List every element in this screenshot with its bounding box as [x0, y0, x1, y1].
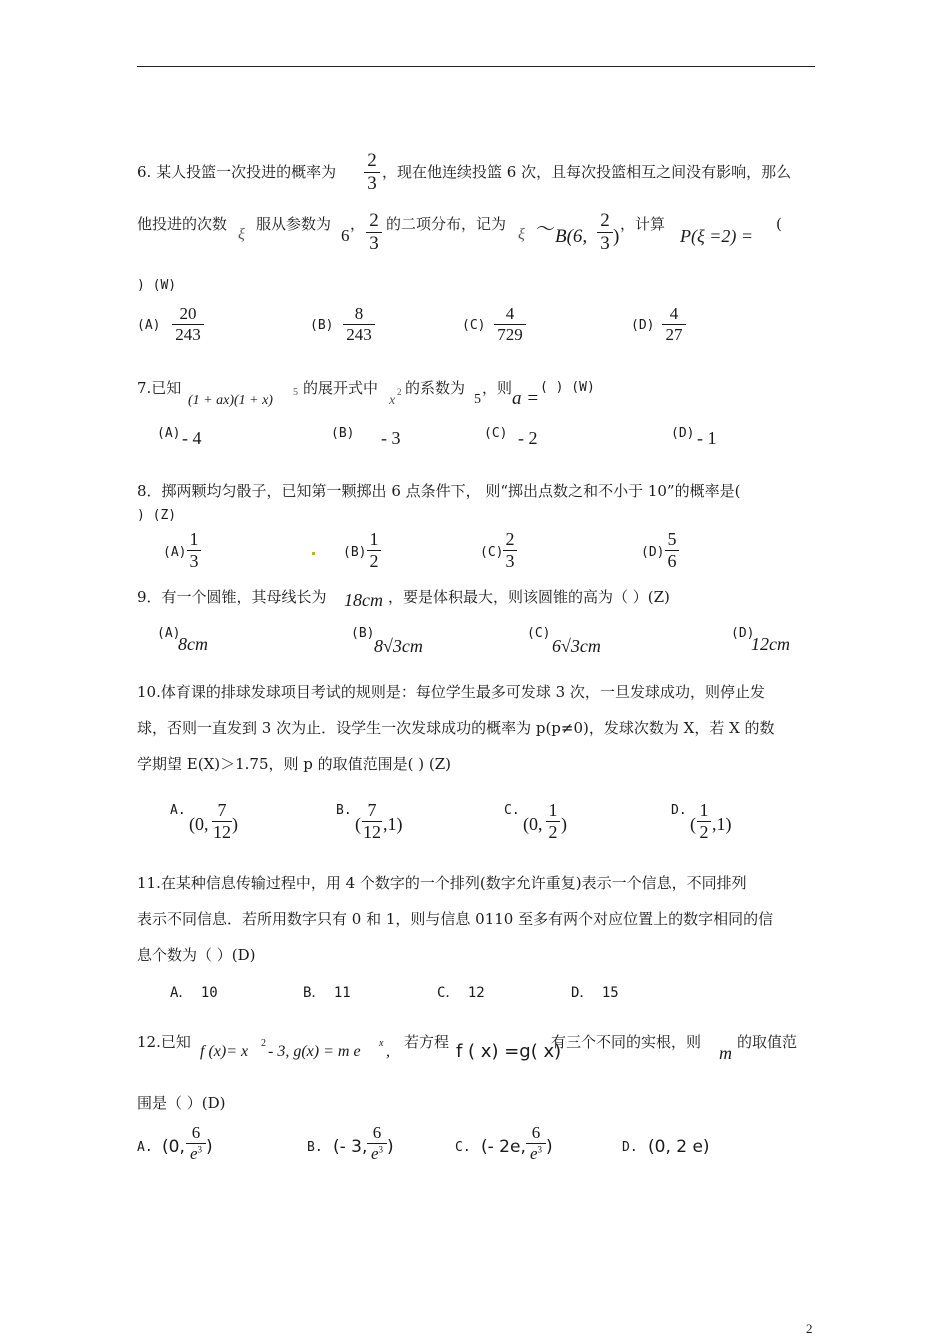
q10-opt-a-label: A.	[170, 803, 186, 818]
q7-x: x	[389, 393, 396, 408]
q10-opt-b-frac: 7 12	[363, 800, 381, 842]
q7-opt-d: - 1	[697, 428, 717, 448]
q7-expr: (1 + ax)(1 + x)	[188, 393, 273, 408]
q10-opt-c-pre: (0,	[523, 814, 543, 834]
q7-opt-b-label: (B)	[331, 426, 355, 441]
q9-opt-b-label: (B)	[351, 626, 375, 641]
q12-f-def: f (x)= x	[200, 1043, 249, 1060]
q7-opt-a: - 4	[182, 428, 202, 448]
q9-length: 18cm	[344, 590, 383, 610]
q10-opt-a-frac: 7 12	[213, 800, 231, 842]
q7-tail: ( ) (W)	[540, 380, 595, 395]
q11-opt-d: D． 15	[571, 985, 619, 1001]
q11-opt-a: A． 10	[170, 985, 218, 1001]
q6-param-p: 2 3	[366, 211, 382, 254]
q6-line1b: ，现在他连续投篮 6 次，且每次投篮相互之间没有影响，那么	[382, 163, 792, 181]
xi-symbol: ξ	[238, 226, 245, 243]
q12-opt-d: (0, 2 e)	[648, 1137, 710, 1157]
q10-opt-d-frac: 1 2	[697, 801, 711, 842]
q6-opt-a-label: (A)	[137, 318, 161, 333]
q10-line2: 球，否则一直发到 3 次为止．设学生一次发球成功的概率为 p(p≠0)，发球次数为 X，若 X 的数	[137, 719, 775, 737]
q7-opt-c: - 2	[518, 428, 538, 448]
q12-equation: f ( x) =g( x)	[456, 1041, 562, 1062]
q8-opt-b-label: (B)	[343, 545, 367, 560]
q9-opt-a-label: (A)	[157, 626, 181, 641]
q7-mid: 的展开式中	[303, 379, 379, 397]
stray-dot	[312, 552, 315, 555]
q8-opt-c-label: (C)	[480, 545, 504, 560]
q10-opt-c-frac: 1 2	[546, 801, 560, 842]
q11-line3: 息个数为（ ）(D)	[137, 946, 256, 964]
q6-line2b: 服从参数为	[256, 215, 332, 233]
q7-five: 5	[474, 392, 481, 407]
q12-g-exp: x	[379, 1038, 384, 1049]
q8-line2: ) (Z)	[137, 508, 177, 523]
q9-opt-d-label: (D)	[731, 626, 755, 641]
q9-opt-c-label: (C)	[527, 626, 551, 641]
q9-opt-c: 6√3cm	[552, 636, 601, 656]
q11-opt-b: B． 11	[303, 985, 351, 1001]
q6-line2d: ，计算	[620, 215, 666, 233]
q12-f-exp: 2	[261, 1038, 266, 1049]
q12-opt-c-post: )	[546, 1137, 553, 1157]
q10-opt-a-post: )	[232, 814, 238, 834]
q10-opt-c-post: )	[561, 814, 567, 834]
q6-comma: ，	[350, 215, 366, 233]
q12-m: m	[719, 1043, 732, 1063]
q12-opt-b-pre: (- 3,	[333, 1137, 368, 1157]
q7-x-exp: 2	[397, 387, 402, 397]
q6-line2a: 他投进的次数	[137, 215, 228, 233]
q8-opt-d-label: (D)	[641, 545, 665, 560]
q7-opt-c-label: (C)	[484, 426, 508, 441]
q9-opt-d: 12cm	[751, 634, 790, 654]
q6-line2c: 的二项分布，记为	[386, 215, 507, 233]
q7-opt-b: - 3	[381, 428, 401, 448]
q12-opt-a-pre: (0,	[162, 1137, 185, 1157]
q6-opt-d: 4 27	[662, 305, 686, 344]
q8-opt-a-label: (A)	[163, 545, 187, 560]
q10-opt-c-label: C.	[504, 803, 520, 818]
q6-line3: ) (W)	[137, 278, 177, 293]
q6-opt-a: 20 243	[172, 305, 204, 344]
q12-lead: 12.已知	[137, 1033, 191, 1051]
q9-opt-b: 8√3cm	[374, 636, 423, 656]
q6-binom: B(6,	[555, 226, 588, 247]
q12-tail2: 的取值范	[737, 1033, 798, 1051]
q12-opt-b-frac: 6 $e^3$	[367, 1124, 387, 1163]
q7-exp: 5	[293, 387, 298, 398]
q9-lead: 9．有一个圆锥，其母线长为	[137, 588, 327, 606]
q11-line2: 表示不同信息．若所用数字只有 0 和 1，则与信息 0110 至多有两个对应位置上的数字相同的信	[137, 910, 774, 928]
tilde: ～	[536, 219, 556, 240]
q12-opt-d-label: D.	[622, 1140, 638, 1155]
q6-fraction: 2 3	[364, 151, 380, 194]
q6-open: (	[776, 215, 782, 233]
q8-opt-c: 2 3	[503, 530, 517, 571]
q10-opt-d-post: ,1)	[712, 814, 732, 834]
q10-line3: 学期望 E(X)＞1.75，则 p 的取值范围是( ) (Z)	[137, 755, 452, 773]
xi-symbol-2: ξ	[518, 226, 525, 243]
q6-opt-b-label: (B)	[310, 318, 334, 333]
q6-opt-c-label: (C)	[462, 318, 486, 333]
q7-then: ，则	[482, 379, 513, 397]
q8-opt-d: 5 6	[665, 530, 679, 571]
q9-opt-a: 8cm	[178, 634, 208, 654]
q12-opt-c-label: C.	[455, 1140, 471, 1155]
q6-param-n: 6	[341, 226, 350, 245]
page-number: 2	[806, 1321, 813, 1336]
q12-line2: 围是（ ）(D)	[137, 1094, 226, 1112]
q7-lead: 7.已知	[137, 379, 182, 397]
q12-mid: 若方程	[404, 1033, 450, 1051]
q12-opt-b-post: )	[387, 1137, 394, 1157]
q7-coef: 的系数为	[405, 379, 466, 397]
q10-opt-b-pre: (	[355, 814, 361, 834]
q12-opt-a-frac: 6 $e^3$	[186, 1124, 206, 1163]
q7-opt-d-label: (D)	[671, 426, 695, 441]
q12-g-end: ,	[386, 1043, 390, 1060]
q6-opt-c: 4 729	[494, 305, 526, 344]
q10-opt-d-pre: (	[690, 814, 696, 834]
q6-opt-b: 8 243	[343, 305, 375, 344]
q10-opt-b-label: B.	[336, 803, 352, 818]
q9-tail: ，要是体积最大，则该圆锥的高为（ ）(Z)	[388, 588, 670, 606]
q12-opt-c-frac: 6 $e^3$	[526, 1124, 546, 1163]
q10-line1: 10.体育课的排球发球项目考试的规则是：每位学生最多可发球 3 次，一旦发球成功，则停止发	[137, 683, 765, 701]
q12-opt-b-label: B.	[307, 1140, 323, 1155]
q6-binom-close: )	[613, 226, 620, 247]
q6-line1: 6. 某人投篮一次投进的概率为	[137, 163, 337, 181]
q8-opt-b: 1 2	[367, 530, 381, 571]
q8-line1: 8．掷两颗均匀骰子，已知第一颗掷出 6 点条件下， 则“掷出点数之和不小于 10”的概率是(	[137, 482, 741, 500]
q6-prob-expr: P(ξ =2) =	[680, 226, 753, 246]
q12-opt-c-pre: (- 2e,	[481, 1137, 526, 1157]
q12-tail: 有三个不同的实根，则	[551, 1033, 702, 1051]
q12-opt-a-label: A.	[137, 1140, 153, 1155]
q6-opt-d-label: (D)	[631, 318, 655, 333]
q11-line1: 11.在某种信息传输过程中，用 4 个数字的一个排列(数字允许重复)表示一个信息，不同排列	[137, 874, 747, 892]
q7-a: a =	[512, 388, 540, 409]
q12-opt-a-post: )	[206, 1137, 213, 1157]
q10-opt-d-label: D.	[671, 803, 687, 818]
q10-opt-a-pre: (0,	[189, 814, 209, 834]
q12-g-def: - 3, g(x) = m e	[268, 1043, 361, 1060]
q8-opt-a: 1 3	[187, 530, 201, 571]
q11-opt-c: C． 12	[437, 985, 485, 1001]
q7-opt-a-label: (A)	[157, 426, 181, 441]
header-rule	[137, 66, 815, 67]
q10-opt-b-post: ,1)	[383, 814, 403, 834]
q6-binom-p: 2 3	[597, 211, 613, 254]
